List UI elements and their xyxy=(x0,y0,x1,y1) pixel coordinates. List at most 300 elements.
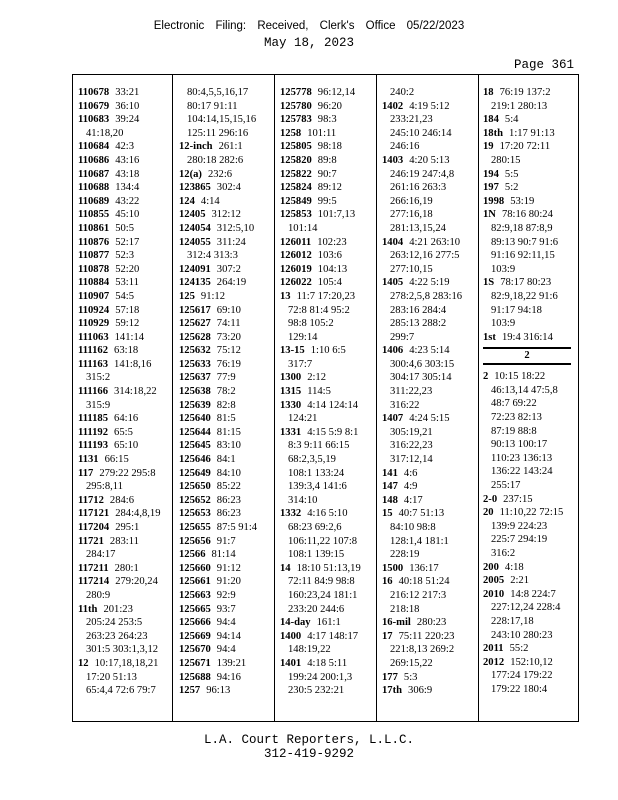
index-entry-line xyxy=(382,495,423,506)
index-ref: 90:7 xyxy=(317,168,337,180)
index-term: 1401 xyxy=(280,657,302,669)
index-ref-continued: 205:24 253:5 xyxy=(86,617,143,629)
index-entry xyxy=(179,494,257,508)
index-entry xyxy=(382,344,462,412)
column-divider xyxy=(274,75,275,721)
reporter-company: L.A. Court Reporters, L.L.C. xyxy=(203,733,415,747)
index-ref: 264:19 xyxy=(216,277,247,289)
index-ref-continued: 65:4,4 72:6 79:7 xyxy=(86,685,156,697)
index-ref: 94:4 xyxy=(216,617,236,629)
index-ref-continued: 110:23 136:13 xyxy=(491,452,553,464)
index-entry-line xyxy=(179,386,236,397)
index-entry-line xyxy=(483,589,556,600)
index-entry xyxy=(280,507,361,561)
index-column-5b-entries xyxy=(483,370,571,696)
index-entry-line xyxy=(179,658,246,669)
index-entry-line xyxy=(78,141,134,152)
index-ref: 105:4 xyxy=(317,277,342,289)
index-ref-continued: 277:10,15 xyxy=(390,263,433,275)
index-ref: 302:4 xyxy=(216,182,241,194)
index-ref: 4:21 263:10 xyxy=(409,236,461,248)
index-entry xyxy=(78,603,161,657)
section-heading: 2 xyxy=(483,347,571,365)
index-term: 111163 xyxy=(78,358,109,370)
index-term: 125671 xyxy=(179,657,211,669)
index-entry-line xyxy=(78,359,151,370)
index-ref: 17:20 72:11 xyxy=(499,141,551,153)
index-ref-continued: 72:23 82:13 xyxy=(491,412,542,424)
index-entry xyxy=(179,236,257,263)
index-entry-line xyxy=(483,114,518,125)
index-entry-line xyxy=(382,631,454,642)
index-ref-continued: 108:1 139:15 xyxy=(288,549,345,561)
index-entry xyxy=(179,616,257,630)
index-ref: 59:12 xyxy=(115,318,140,330)
index-ref: 69:10 xyxy=(216,304,241,316)
index-term: 16 xyxy=(382,576,393,588)
index-entry xyxy=(179,208,257,222)
index-ref: 1:10 6:5 xyxy=(310,345,346,357)
index-entry xyxy=(483,276,571,330)
index-entry xyxy=(179,358,257,372)
index-ref-continued: 128:1,4 181:1 xyxy=(390,535,449,547)
index-entry xyxy=(280,208,361,235)
efiling-stamp: Electronic Filing: Received, Clerk's Office 05/22/2023 xyxy=(153,20,465,32)
index-entry-line xyxy=(483,209,553,220)
index-entry-line xyxy=(179,332,241,343)
index-entry-line xyxy=(382,86,462,100)
index-ref: 64:16 xyxy=(114,413,139,425)
index-entry-line xyxy=(382,617,446,628)
index-entry-line xyxy=(78,237,139,248)
index-entry-line xyxy=(483,196,534,207)
index-entry-line xyxy=(78,440,138,451)
index-entry-line xyxy=(78,87,139,98)
index-ref: 5:3 xyxy=(403,671,418,683)
index-term: 2 xyxy=(483,371,489,383)
index-entry-line xyxy=(78,345,138,356)
index-term: 13-15 xyxy=(280,345,305,357)
index-ref: 4:9 xyxy=(403,481,418,493)
index-entry xyxy=(179,453,257,467)
index-ref: 91:20 xyxy=(216,576,241,588)
index-term: 197 xyxy=(483,182,499,194)
index-ref-continued: 91:17 94:18 xyxy=(491,304,542,316)
index-ref: 85:22 xyxy=(216,481,241,493)
index-column-1 xyxy=(78,86,161,698)
index-term: 12-inch xyxy=(179,141,213,153)
index-ref: 141:8,16 xyxy=(114,358,152,370)
index-ref-continued: 305:19,21 xyxy=(390,426,433,438)
index-entry xyxy=(78,222,161,236)
index-entry xyxy=(78,494,161,508)
index-ref: 161:1 xyxy=(316,617,341,629)
index-entry xyxy=(280,181,361,195)
index-ref-continued: 301:5 303:1,3,12 xyxy=(86,644,159,656)
index-entry-line xyxy=(280,101,342,112)
index-column-5-entries xyxy=(483,86,571,344)
index-entry xyxy=(179,304,257,318)
index-entry xyxy=(78,575,161,602)
index-ref: 2:21 xyxy=(510,575,530,587)
index-ref-continued: 316:22 xyxy=(390,399,420,411)
index-term: 125637 xyxy=(179,372,211,384)
index-ref: 43:22 xyxy=(115,195,140,207)
index-entry-line xyxy=(280,631,358,642)
index-ref-continued: 227:12,24 228:4 xyxy=(491,602,561,614)
index-entry xyxy=(78,290,161,304)
index-term: 16-mil xyxy=(382,617,411,629)
index-ref-continued: 216:12 217:3 xyxy=(390,589,447,601)
index-ref: 103:6 xyxy=(317,250,342,262)
index-entry-line xyxy=(382,685,432,696)
index-entry-line xyxy=(382,563,439,574)
index-entry-line xyxy=(78,169,139,180)
index-term: 125660 xyxy=(179,562,211,574)
index-ref: 91:7 xyxy=(216,535,236,547)
index-ref-continued: 243:10 280:23 xyxy=(491,629,553,641)
index-term: 124054 xyxy=(179,222,211,234)
index-ref: 4:14 xyxy=(200,195,220,207)
index-entry xyxy=(382,616,462,630)
index-term: 125650 xyxy=(179,481,211,493)
index-entry xyxy=(280,426,361,508)
index-ref: 283:11 xyxy=(109,535,139,547)
index-ref: 75:11 220:23 xyxy=(398,630,455,642)
index-ref: 4:18 5:11 xyxy=(307,657,348,669)
index-entry-line xyxy=(179,454,236,465)
index-ref-continued: 263:23 264:23 xyxy=(86,630,148,642)
index-entry xyxy=(382,154,462,236)
index-term: 1332 xyxy=(280,508,302,520)
index-entry xyxy=(179,507,257,521)
index-ref-continued: 317:12,14 xyxy=(390,454,433,466)
index-ref: 284:6 xyxy=(109,494,135,506)
index-entry xyxy=(78,412,161,426)
index-term: 125652 xyxy=(179,494,211,506)
index-entry xyxy=(280,140,361,154)
index-entry xyxy=(78,181,161,195)
index-ref-continued: 218:18 xyxy=(390,603,420,615)
index-ref-continued: 129:14 xyxy=(288,331,318,343)
index-entry xyxy=(78,507,161,521)
index-term: 110687 xyxy=(78,168,110,180)
index-ref: 5:4 xyxy=(504,114,519,126)
transcript-date: May 18, 2023 xyxy=(263,36,354,50)
index-ref: 139:21 xyxy=(216,657,247,669)
index-ref-continued: 125:11 296:16 xyxy=(187,127,249,139)
index-entry-line xyxy=(382,508,444,519)
index-ref: 311:24 xyxy=(216,236,246,248)
index-entry xyxy=(179,548,257,562)
index-entry-line xyxy=(280,128,336,139)
index-entry xyxy=(179,589,257,603)
index-entry-line xyxy=(78,386,157,397)
index-ref: 232:6 xyxy=(207,168,233,180)
index-entry-line xyxy=(179,644,236,655)
index-term: 19 xyxy=(483,141,494,153)
index-ref: 280:1 xyxy=(114,562,139,574)
index-entry-line xyxy=(78,277,139,288)
index-term: 125627 xyxy=(179,318,211,330)
index-entry xyxy=(78,562,161,576)
index-term: 110861 xyxy=(78,222,110,234)
index-term: 111185 xyxy=(78,413,109,425)
index-entry xyxy=(280,195,361,209)
index-term: 20 xyxy=(483,507,494,519)
index-entry-line xyxy=(280,386,331,397)
index-ref: 1:17 91:13 xyxy=(509,127,555,139)
index-ref-continued: 246:19 247:4,8 xyxy=(390,168,455,180)
index-entry-line xyxy=(179,318,241,329)
index-entry-line xyxy=(382,155,450,166)
index-entry-line xyxy=(78,305,139,316)
index-ref: 55:2 xyxy=(509,643,529,655)
index-entry xyxy=(179,603,257,617)
index-term: 12566 xyxy=(179,549,206,561)
index-ref: 96:13 xyxy=(206,685,231,697)
index-entry-line xyxy=(280,237,347,248)
index-entry xyxy=(78,344,161,358)
index-term: 177 xyxy=(382,671,398,683)
index-ref: 89:12 xyxy=(317,182,342,194)
index-ref: 4:6 xyxy=(403,467,418,479)
index-entry-line xyxy=(179,685,230,696)
index-term: 2010 xyxy=(483,588,505,600)
index-term: 125669 xyxy=(179,630,211,642)
index-entry-line xyxy=(179,345,241,356)
index-term: 125617 xyxy=(179,304,211,316)
index-entry xyxy=(382,480,462,494)
index-ref-continued: 280:9 xyxy=(86,589,111,601)
index-entry-line xyxy=(280,658,347,669)
index-term: 2011 xyxy=(483,643,504,655)
index-term: 184 xyxy=(483,114,499,126)
index-ref: 96:12,14 xyxy=(317,87,356,98)
index-term: 125646 xyxy=(179,454,211,466)
index-ref-continued: 315:9 xyxy=(86,399,111,411)
index-term: 125670 xyxy=(179,644,211,656)
index-ref-continued: 233:21,23 xyxy=(390,114,433,126)
index-ref: 42:3 xyxy=(115,141,135,153)
index-entry xyxy=(280,290,361,344)
index-ref: 78:2 xyxy=(216,386,236,398)
index-ref: 86:23 xyxy=(216,508,241,520)
index-ref-continued: 228:17,18 xyxy=(491,615,534,627)
index-term: 1500 xyxy=(382,562,404,574)
index-term: 125780 xyxy=(280,100,312,112)
index-ref: 81:5 xyxy=(216,413,236,425)
index-ref: 2:12 xyxy=(307,372,327,384)
index-entry xyxy=(179,331,257,345)
index-ref: 152:10,12 xyxy=(510,656,553,668)
index-entry xyxy=(78,657,161,698)
index-entry-line xyxy=(483,643,528,654)
index-entry xyxy=(179,371,257,385)
index-term: 125633 xyxy=(179,358,211,370)
index-term: 125653 xyxy=(179,508,211,520)
index-term: 126019 xyxy=(280,263,312,275)
index-entry xyxy=(78,236,161,250)
index-entry xyxy=(483,113,571,127)
index-entry-line xyxy=(179,481,241,492)
index-entry xyxy=(179,168,257,182)
index-ref: 57:18 xyxy=(115,304,140,316)
index-ref-continued: 219:1 280:13 xyxy=(491,100,548,112)
index-entry xyxy=(382,467,462,481)
index-term: 125628 xyxy=(179,331,211,343)
index-ref: 93:7 xyxy=(216,603,236,615)
index-entry xyxy=(280,236,361,250)
index-entry-line xyxy=(78,427,133,438)
index-entry xyxy=(280,168,361,182)
index-entry-line xyxy=(78,332,144,343)
index-ref: 307:2 xyxy=(216,263,241,275)
index-term: 14 xyxy=(280,562,291,574)
index-ref: 94:16 xyxy=(216,671,241,683)
index-entry-line xyxy=(382,672,417,683)
index-entry-line xyxy=(483,182,518,193)
index-entry-line xyxy=(78,604,133,615)
index-ref: 52:3 xyxy=(115,250,135,262)
index-ref: 201:23 xyxy=(103,603,133,615)
index-entry xyxy=(179,412,257,426)
index-entry-line xyxy=(483,87,551,98)
index-ref-continued: 255:17 xyxy=(491,480,521,492)
index-ref: 84:10 xyxy=(216,467,241,479)
index-entry xyxy=(382,276,462,344)
index-entry-line xyxy=(382,237,460,248)
index-entry-line xyxy=(179,277,246,288)
index-entry xyxy=(179,86,257,140)
index-term: 1407 xyxy=(382,413,404,425)
index-entry-line xyxy=(179,264,241,275)
index-term: 125688 xyxy=(179,671,211,683)
index-entry xyxy=(78,426,161,440)
index-ref: 84:1 xyxy=(216,454,236,466)
index-ref-continued: 233:20 244:6 xyxy=(288,603,345,615)
index-ref-continued: 177:24 179:22 xyxy=(491,670,553,682)
index-entry-line xyxy=(280,196,337,207)
index-ref-continued: 41:18,20 xyxy=(86,127,124,139)
index-ref: 99:5 xyxy=(317,195,337,207)
index-ref-continued: 104:14,15,15,16 xyxy=(187,114,257,126)
index-entry xyxy=(280,276,361,290)
index-entry xyxy=(179,657,257,671)
index-ref: 83:10 xyxy=(216,440,241,452)
index-entry xyxy=(483,561,571,575)
index-term: 110929 xyxy=(78,318,110,330)
index-entry xyxy=(179,521,257,535)
index-entry-line xyxy=(78,563,139,574)
index-ref: 87:5 91:4 xyxy=(216,522,258,533)
index-term: 110876 xyxy=(78,236,110,248)
index-ref-continued: 299:7 xyxy=(390,331,415,343)
index-entry xyxy=(382,562,462,576)
index-ref: 10:15 18:22 xyxy=(494,371,546,383)
index-term: 123865 xyxy=(179,182,211,194)
index-ref-continued: 261:16 263:3 xyxy=(390,182,447,194)
index-entry-line xyxy=(179,413,236,424)
index-term: 14-day xyxy=(280,617,311,629)
index-entry-line xyxy=(179,372,236,383)
index-ref: 40:18 51:24 xyxy=(398,576,450,588)
index-term: 125663 xyxy=(179,589,211,601)
index-entry xyxy=(179,263,257,277)
index-entry xyxy=(78,208,161,222)
index-ref-continued: 46:13,14 47:5,8 xyxy=(491,384,558,396)
index-term: 125778 xyxy=(280,87,312,98)
index-entry xyxy=(179,426,257,440)
index-term: 1331 xyxy=(280,426,302,438)
index-entry xyxy=(179,222,257,236)
index-entry xyxy=(280,616,361,630)
index-entry-line xyxy=(78,318,139,329)
index-entry-line xyxy=(382,468,417,479)
index-ref-continued: 316:22,23 xyxy=(390,440,433,452)
reporter-phone: 312-419-9292 xyxy=(263,747,354,761)
index-entry-line xyxy=(280,182,342,193)
index-entry-line xyxy=(280,155,337,166)
index-entry xyxy=(179,181,257,195)
index-entry xyxy=(78,113,161,140)
index-entry-line xyxy=(78,536,139,547)
index-entry-line xyxy=(78,522,139,533)
index-entry xyxy=(78,317,161,331)
index-entry xyxy=(382,684,462,698)
index-ref-continued: 82:9,18 87:8,9 xyxy=(491,222,553,234)
index-column-2 xyxy=(179,86,257,698)
index-entry xyxy=(179,385,257,399)
index-entry-line xyxy=(179,400,236,411)
index-entry xyxy=(78,385,161,412)
index-ref-continued: 124:21 xyxy=(288,413,318,425)
index-entry-line xyxy=(78,291,134,302)
index-term: 1st xyxy=(483,331,496,343)
index-term: 110678 xyxy=(78,87,110,98)
index-ref-continued: 91:16 92:11,15 xyxy=(491,250,555,262)
index-column-4 xyxy=(382,86,462,698)
index-entry xyxy=(179,317,257,331)
index-entry-line xyxy=(382,481,417,492)
index-ref: 76:19 137:2 xyxy=(499,87,551,98)
index-term: 125644 xyxy=(179,426,211,438)
index-entry-line xyxy=(483,562,524,573)
index-term: 141 xyxy=(382,467,398,479)
index-entry xyxy=(382,671,462,685)
index-ref: 4:17 148:17 xyxy=(307,630,359,642)
index-entry-line xyxy=(280,400,358,411)
index-term: 12(a) xyxy=(179,168,202,180)
index-ref-continued: 285:13 288:2 xyxy=(390,318,447,330)
index-entry-line xyxy=(280,372,326,383)
index-entry-line xyxy=(280,508,348,519)
index-term: 111063 xyxy=(78,331,109,343)
index-term: 110684 xyxy=(78,141,110,153)
index-frame xyxy=(72,74,579,722)
index-entry-line xyxy=(78,182,139,193)
index-entry-line xyxy=(179,196,220,207)
index-term: 125656 xyxy=(179,535,211,547)
index-ref-continued: 72:11 84:9 98:8 xyxy=(288,576,355,588)
index-entry xyxy=(483,493,571,507)
index-term: 125820 xyxy=(280,154,312,166)
index-entry xyxy=(78,304,161,318)
index-entry xyxy=(382,100,462,154)
index-entry-line xyxy=(78,223,134,234)
index-ref: 65:5 xyxy=(114,426,133,438)
index-entry-line xyxy=(179,495,241,506)
